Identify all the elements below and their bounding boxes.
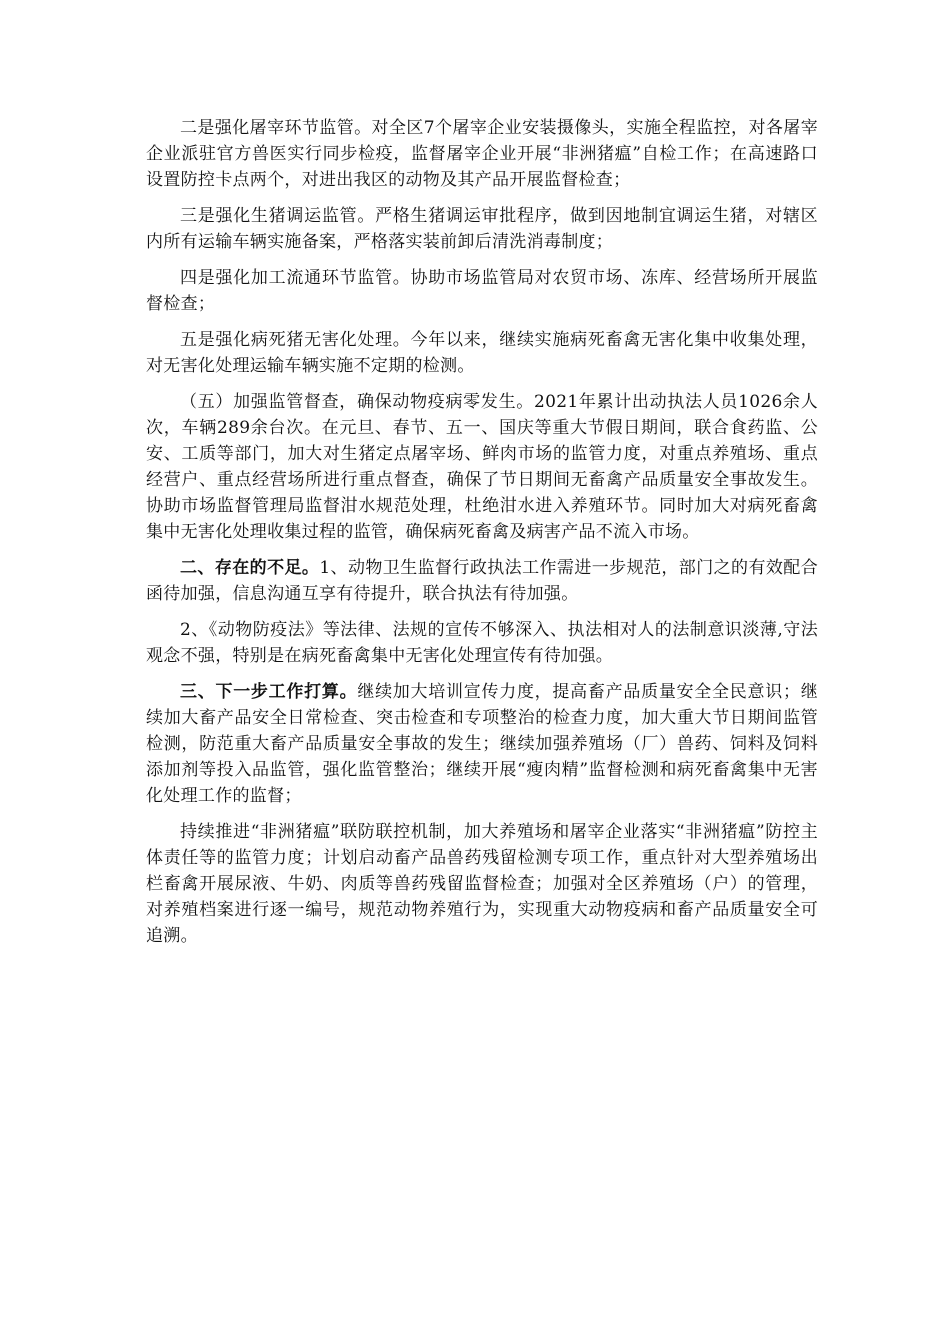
paragraph-text: 三是强化生猪调运监管。严格生猪调运审批程序，做到因地制宜调运生猪，对辖区内所有运输车辆实施备案，严格落实装前卸后清洗消毒制度；: [146, 206, 818, 252]
document-body: [146, 115, 818, 959]
paragraph-shortcomings-2: [146, 617, 818, 669]
paragraph-inspection-enforcement: [146, 389, 818, 545]
section-heading-next-steps: 三、下一步工作打算。: [180, 682, 358, 702]
paragraph-text: 1、动物卫生监督行政执法工作需进一步规范，部门之的有效配合函待加强，信息沟通互享有待提升，联合执法有待加强。: [146, 558, 818, 604]
paragraph-text: 2、《动物防疫法》等法律、法规的宣传不够深入、执法相对人的法制意识淡薄,守法观念不强，特别是在病死畜禽集中无害化处理宣传有待加强。: [146, 620, 818, 666]
paragraph-next-steps: [146, 679, 818, 809]
paragraph-text: 二是强化屠宰环节监管。对全区7个屠宰企业安装摄像头，实施全程监控，对各屠宰企业派驻官方兽医实行同步检疫，监督屠宰企业开展“非洲猪瘟”自检工作；在高速路口设置防控卡点两个，对进出我区的动物及其产品开展监督检查；: [146, 118, 818, 190]
paragraph-slaughter-supervision: [146, 115, 818, 193]
paragraph-shortcomings: [146, 555, 818, 607]
paragraph-transport-supervision: [146, 203, 818, 255]
paragraph-text: 继续加大培训宣传力度，提高畜产品质量安全全民意识；继续加大畜产品安全日常检查、突击检查和专项整治的检查力度，加大重大节日期间监管检测，防范重大畜产品质量安全事故的发生；继续加强养殖场（厂）兽药、饲料及饲料添加剂等投入品监管，强化监管整治；继续开展“瘦肉精”监督检测和病死畜禽集中无害化处理工作的监督；: [146, 682, 818, 806]
paragraph-text: （五）加强监管督查，确保动物疫病零发生。2021年累计出动执法人员1026余人次，车辆289余台次。在元旦、春节、五一、国庆等重大节假日期间，联合食药监、公安、工质等部门，加大对生猪定点屠宰场、鲜肉市场的监管力度，对重点养殖场、重点经营户、重点经营场所进行重点督查，确保了节日期间无畜禽产品质量安全事故发生。协助市场监督管理局监督泔水规范处理，杜绝泔水进入养殖环节。同时加大对病死畜禽集中无害化处理收集过程的监管，确保病死畜禽及病害产品不流入市场。: [146, 392, 818, 542]
paragraph-text: 五是强化病死猪无害化处理。今年以来，继续实施病死畜禽无害化集中收集处理，对无害化处理运输车辆实施不定期的检测。: [146, 330, 818, 376]
paragraph-processing-supervision: [146, 265, 818, 317]
paragraph-harmless-treatment: [146, 327, 818, 379]
paragraph-joint-prevention: [146, 819, 818, 949]
paragraph-text: 四是强化加工流通环节监管。协助市场监管局对农贸市场、冻库、经营场所开展监督检查；: [146, 268, 818, 314]
paragraph-text: 持续推进“非洲猪瘟”联防联控机制，加大养殖场和屠宰企业落实“非洲猪瘟”防控主体责任等的监管力度；计划启动畜产品兽药残留检测专项工作，重点针对大型养殖场出栏畜禽开展尿液、牛奶、肉质等兽药残留监督检查；加强对全区养殖场（户）的管理，对养殖档案进行逐一编号，规范动物养殖行为，实现重大动物疫病和畜产品质量安全可追溯。: [146, 822, 818, 946]
section-heading-shortcomings: 二、存在的不足。: [180, 558, 320, 578]
